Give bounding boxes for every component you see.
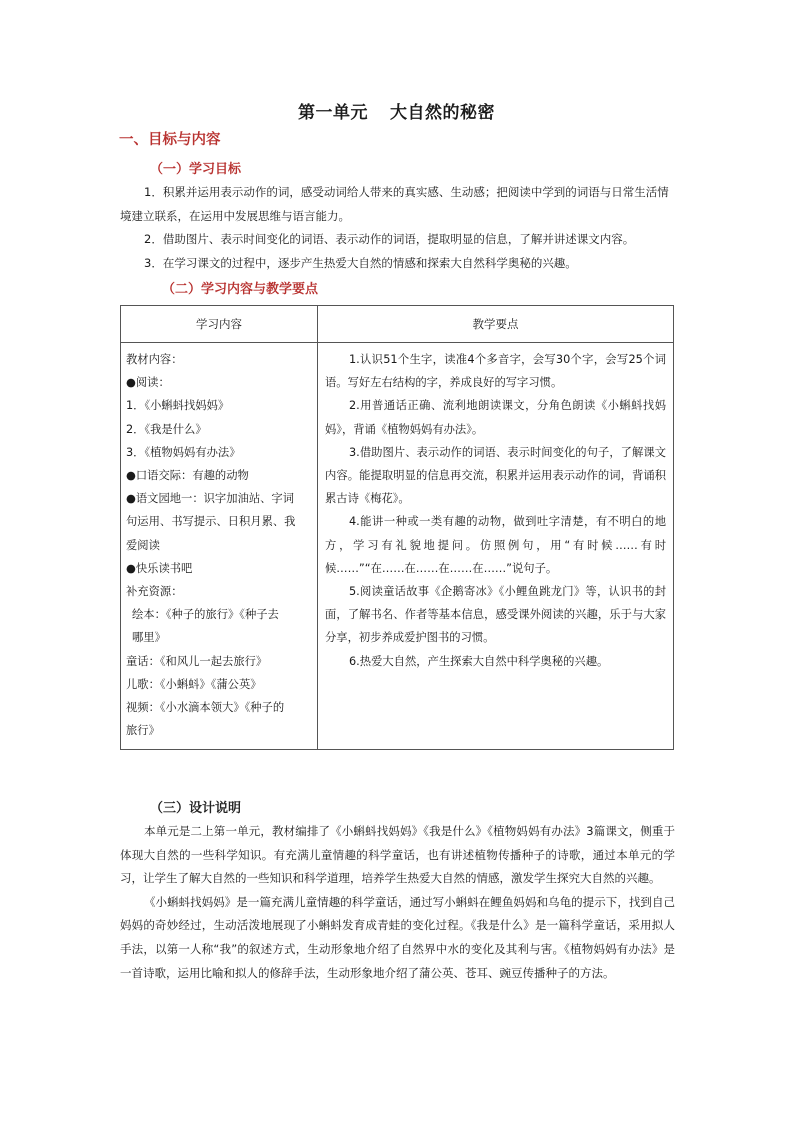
- content-line: ●口语交际：有趣的动物: [126, 469, 249, 483]
- title-unit: 第一单元: [298, 103, 368, 123]
- key-points-cell: [318, 343, 674, 750]
- section-heading-goals-content: 一、目标与内容: [119, 132, 221, 148]
- table-header-key-points: 教学要点: [318, 306, 674, 343]
- goals-list: [120, 181, 675, 275]
- subheading-learning-goals: （一）学习目标: [150, 162, 242, 177]
- content-line: 童话：《和风儿一起去旅行》: [126, 654, 268, 668]
- subheading-content-and-key-points: （二）学习内容与教学要点: [162, 282, 319, 297]
- page-title: [0, 98, 793, 123]
- content-line: ●阅读：: [126, 376, 170, 390]
- content-line: 旅行》: [126, 724, 160, 738]
- content-line: ●快乐读书吧: [126, 561, 193, 575]
- key-point-paragraph: 4.能讲一种或一类有趣的动物，做到吐字清楚，有不明白的地方，学习有礼貌地提问。仿照例句，用“有时候……有时候……”“在……在……在……在……”说句子。: [325, 515, 666, 575]
- table-row: [121, 343, 674, 750]
- content-line: 哪里》: [132, 631, 166, 645]
- learning-content-cell: [121, 343, 318, 750]
- table-header-row: [121, 306, 674, 343]
- table-header-content: 学习内容: [121, 306, 318, 343]
- content-line: 绘本：《种子的旅行》《种子去: [132, 608, 279, 622]
- content-line: 儿歌：《小蝌蚪》《蒲公英》: [126, 677, 262, 691]
- design-paragraph: 《小蝌蚪找妈妈》是一篇充满儿童情趣的科学童话，通过写小蝌蚪在鲤鱼妈妈和乌龟的提示下，找到自己妈妈的奇妙经过，生动活泼地展现了小蝌蚪发育成青蛙的变化过程。《我是什么》是一篇科学童话，采用拟人手法，以第一人称“我”的叙述方式，生动形象地介绍了自然界中水的变化及其利与害。《植物妈妈有办法》是一首诗歌，运用比喻和拟人的修辞手法，生动形象地介绍了蒲公英、苍耳、豌豆传播种子的方法。: [120, 894, 675, 980]
- key-point-paragraph: 6.热爱大自然，产生探索大自然中科学奥秘的兴趣。: [349, 654, 609, 668]
- content-line: 3．《植物妈妈有办法》: [126, 445, 241, 459]
- title-theme: 大自然的秘密: [390, 103, 495, 123]
- content-line: ●语文园地一：识字加油站、字词: [126, 492, 295, 506]
- key-point-paragraph: 5.阅读童话故事《企鹅寄冰》《小鲤鱼跳龙门》等，认识书的封面，了解书名、作者等基本信息，感受课外阅读的兴趣，乐于与大家分享，初步养成爱护图书的习惯。: [325, 585, 666, 645]
- content-table: [120, 305, 674, 750]
- content-line: 2．《我是什么》: [126, 422, 207, 436]
- key-point-paragraph: 1.认识51个生字，读准4个多音字，会写30个字，会写25个词语。写好左右结构的字，养成良好的写字习惯。: [325, 353, 666, 390]
- subheading-design-notes: （三）设计说明: [150, 801, 242, 816]
- goal-item: 3．在学习课文的过程中，逐步产生热爱大自然的情感和探索大自然科学奥秘的兴趣。: [144, 255, 577, 270]
- key-point-paragraph: 3.借助图片、表示动作的词语、表示时间变化的句子，了解课文内容。能提取明显的信息再交流，积累并运用表示动作的词，背诵积累古诗《梅花》。: [325, 445, 666, 506]
- goal-item: 2．借助图片、表示时间变化的词语、表示动作的词语，提取明显的信息，了解并讲述课文内容。: [144, 232, 635, 246]
- content-line: 补充资源：: [126, 585, 183, 599]
- goal-item: 1．积累并运用表示动作的词，感受动词给人带来的真实感、生动感；把阅读中学到的词语与日常生活情境建立联系，在运用中发展思维与语言能力。: [120, 185, 669, 223]
- content-line: 1．《小蝌蚪找妈妈》: [126, 399, 230, 413]
- key-point-paragraph: 2.用普通话正确、流利地朗读课文，分角色朗读《小蝌蚪找妈妈》，背诵《植物妈妈有办法》。: [325, 399, 666, 436]
- content-line: 爱阅读: [126, 538, 160, 552]
- content-line: 视频：《小水滴本领大》《种子的: [126, 701, 285, 715]
- design-paragraph: 本单元是二上第一单元，教材编排了《小蝌蚪找妈妈》《我是什么》《植物妈妈有办法》3篇课文，侧重于体现大自然的一些科学知识。有充满儿童情趣的科学童话，也有讲述植物传播种子的诗歌，通过本单元的学习，让学生了解大自然的一些知识和科学道理，培养学生热爱大自然的情感，激发学生探究大自然的兴趣。: [120, 824, 675, 886]
- design-notes: [120, 820, 675, 985]
- content-line: 教材内容：: [126, 353, 183, 366]
- content-line: 句运用、书写提示、日积月累、我: [126, 515, 296, 529]
